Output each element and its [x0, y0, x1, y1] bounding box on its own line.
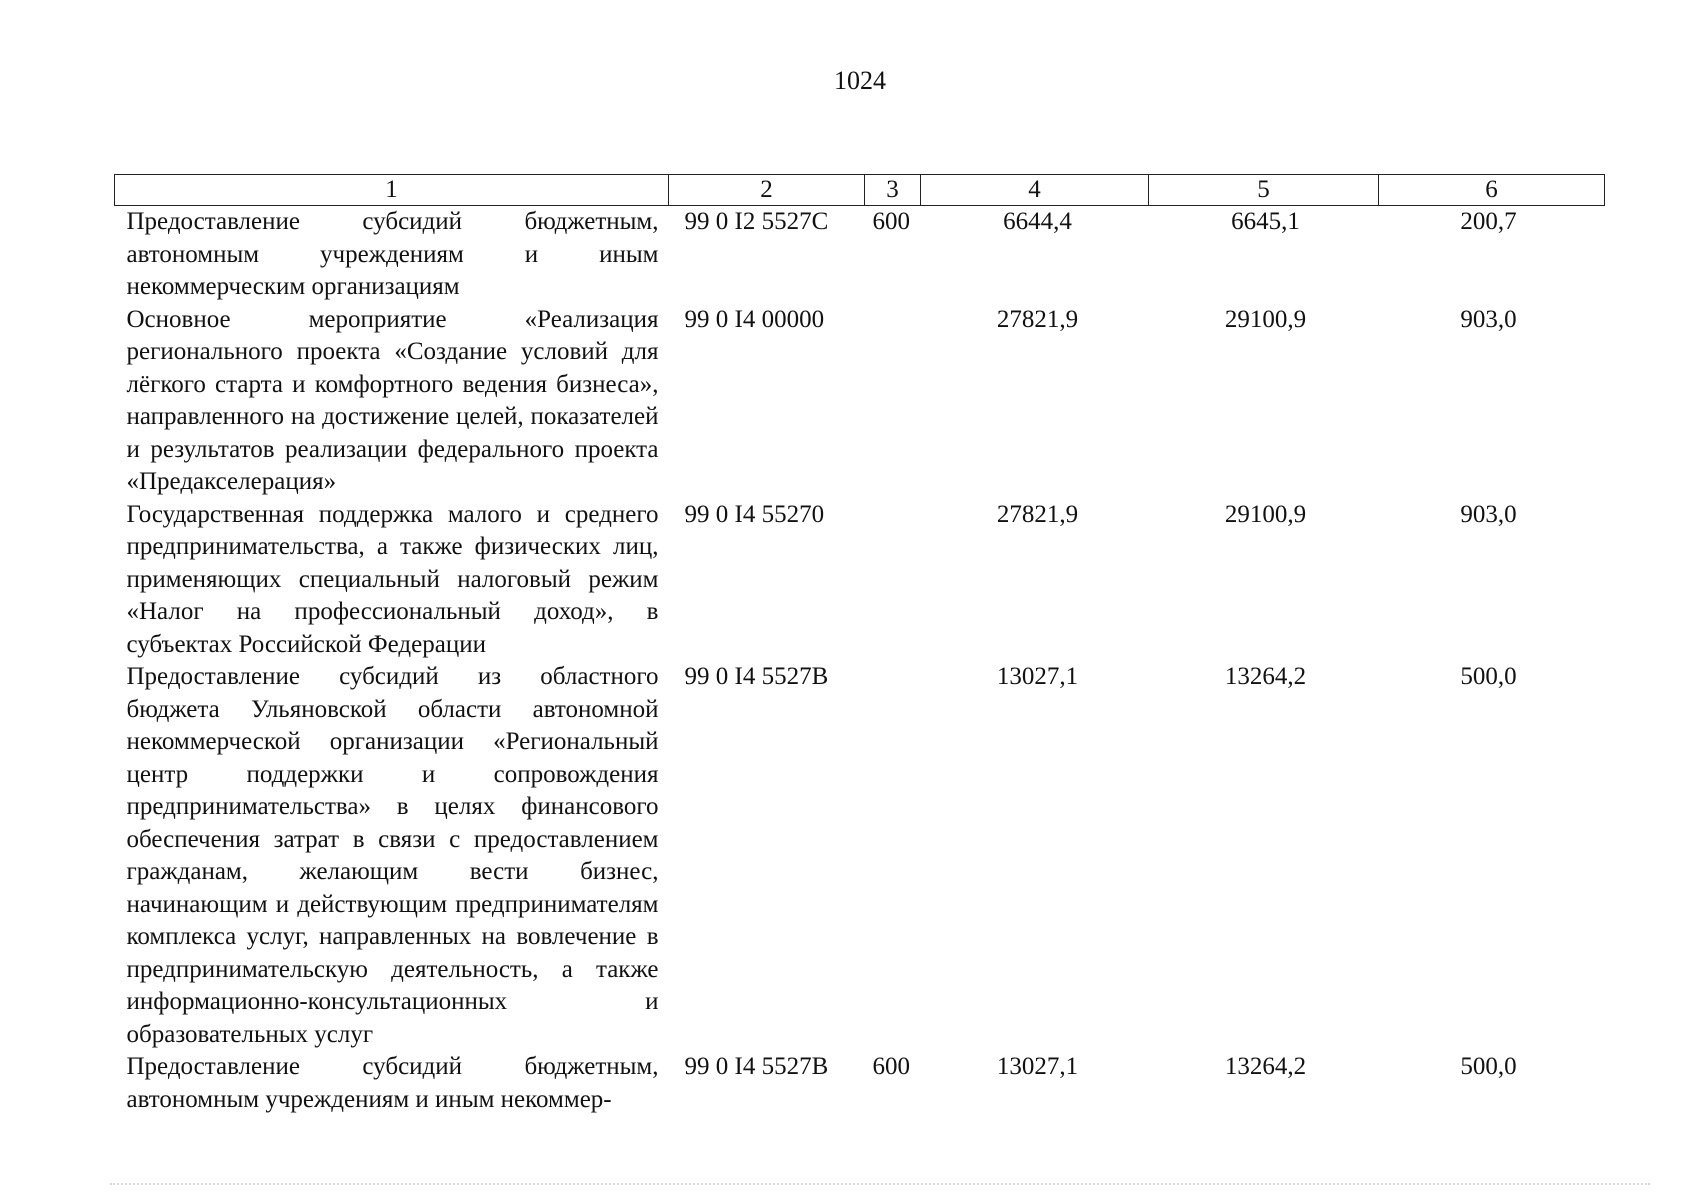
- table-row: [115, 206, 1605, 304]
- row-name: Основное мероприятие «Реализация регионального проекта «Создание условий для лёгкого старта и комфортного ведения бизнеса», направленного на достижение целей, показателей и результатов реализации федерального проекта «Предакселерация»: [126, 305, 659, 495]
- row-value-4: 13027,1: [996, 1053, 1079, 1080]
- table-row: [115, 1051, 1605, 1116]
- table-row: [115, 304, 1605, 499]
- row-code: 99 0 I4 00000: [684, 305, 825, 333]
- column-header-6: 6: [1379, 175, 1605, 206]
- row-code: 99 0 I4 5527B: [684, 663, 829, 690]
- column-header-2: 2: [669, 175, 865, 206]
- row-name: Государственная поддержка малого и среднего предпринимательства, а также физических лиц, применяющих специальный налоговый режим «Налог на профессиональный доход», в субъектах Российской Федерации: [126, 500, 659, 658]
- row-value-6: 200,7: [1460, 208, 1517, 235]
- row-value-5: 6645,1: [1231, 208, 1300, 235]
- column-header-3: 3: [865, 175, 921, 206]
- row-name: Предоставление субсидий бюджетным, автономным учреждениям и иным некоммерческим организациям: [126, 208, 659, 300]
- row-type: [865, 304, 921, 499]
- column-header-5: 5: [1149, 175, 1379, 206]
- scan-noise-line: [110, 1183, 1650, 1185]
- column-header-4: 4: [921, 175, 1149, 206]
- row-type: [865, 499, 921, 662]
- row-code: 99 0 I4 5527B: [684, 1053, 829, 1080]
- row-value-4: 13027,1: [996, 663, 1079, 690]
- row-value-6: 903,0: [1460, 305, 1517, 333]
- row-value-6: 903,0: [1460, 500, 1517, 528]
- row-value-6: 500,0: [1460, 1053, 1517, 1080]
- header-row: [115, 175, 1605, 206]
- row-type: 600: [872, 208, 910, 235]
- row-type: [865, 661, 921, 1051]
- table-row: [115, 661, 1605, 1051]
- row-value-5: 29100,9: [1224, 305, 1307, 333]
- row-value-5: 13264,2: [1224, 663, 1307, 690]
- row-name: Предоставление субсидий бюджетным, автономным учреждениям и иным некоммер-: [126, 1053, 659, 1113]
- row-code: 99 0 I2 5527C: [684, 208, 829, 235]
- row-value-4: 27821,9: [996, 305, 1079, 333]
- row-value-6: 500,0: [1460, 663, 1517, 690]
- row-type: 600: [872, 1053, 910, 1080]
- row-value-4: 6644,4: [1003, 208, 1072, 235]
- page-number: 1024: [834, 66, 886, 95]
- row-code: 99 0 I4 55270: [684, 500, 825, 528]
- row-value-4: 27821,9: [996, 500, 1079, 528]
- row-name: Предоставление субсидий из областного бюджета Ульяновской области автономной некоммерческой организации «Региональный центр поддержки и сопровождения предпринимательства» в целях финансового обеспечения затрат в связи с предоставлением гражданам, желающим вести бизнес, начинающим и действующим предпринимателям комплекса услуг, направленных на вовлечение в предпринимательскую деятельность, а также информационно-консультационных и образовательных услуг: [126, 663, 659, 1048]
- budget-table: [114, 174, 1605, 1116]
- row-value-5: 13264,2: [1224, 1053, 1307, 1080]
- row-value-5: 29100,9: [1224, 500, 1307, 528]
- column-header-1: 1: [115, 175, 669, 206]
- table-row: [115, 499, 1605, 662]
